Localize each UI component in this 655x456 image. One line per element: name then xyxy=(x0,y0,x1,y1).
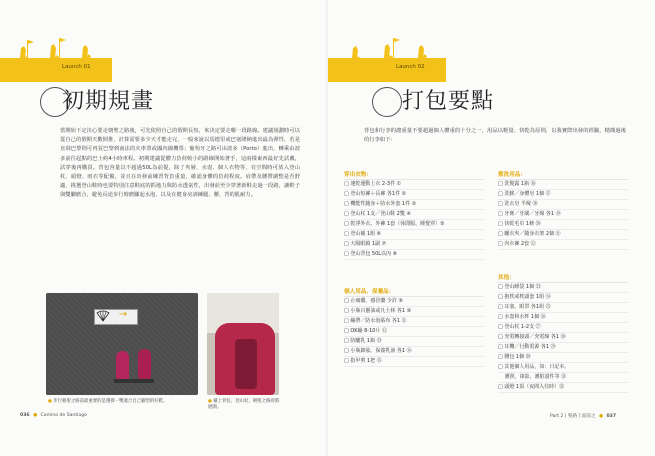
list-item: □ 牙膏／牙刷／牙線 各1 ⑲ xyxy=(498,210,628,220)
right-page xyxy=(328,0,655,456)
page-footer xyxy=(20,413,87,418)
list-item: □ 指甲剪 1把 ⑮ xyxy=(344,357,484,367)
list-box xyxy=(498,179,628,250)
left-page xyxy=(0,0,327,456)
list-box xyxy=(344,179,484,260)
list-heading: 盥洗用品： xyxy=(498,172,526,178)
list-item: □ 大陽眼鏡 1副 ⑦ xyxy=(344,240,484,250)
caption-backpack xyxy=(208,399,280,411)
checklist-other xyxy=(498,273,628,393)
page-number: 037 xyxy=(606,414,617,419)
list-item: □ 小瓶卸妝、保養乳液 各1 ⑭ xyxy=(344,347,484,357)
list-box xyxy=(498,282,628,393)
page-number: 036 xyxy=(20,413,30,418)
list-item: □ 登山杖 1支／登山鞋 2雙 ④ xyxy=(344,210,484,220)
list-item: □ 止痛藥、感冒藥 少許 ⑨ xyxy=(344,297,484,307)
list-heading: 個人用品、保養品： xyxy=(344,289,395,295)
list-item: □ 頭燈 1頂（夜間入住時）㉜ xyxy=(498,383,628,393)
list-item: 護照、祿影、護駐證件等 ㉛ xyxy=(498,373,628,383)
list-item: □ 水壺和水杯 1個 ㉖ xyxy=(498,313,628,323)
list-item: □ 速乾運動上衣 2-3件 ① xyxy=(344,180,484,190)
section-tag: Launch 01 xyxy=(62,64,91,70)
checklist-personal-care xyxy=(344,287,484,367)
list-item: □ 充電轉接頭／充電線 各1 ㉘ xyxy=(498,333,628,343)
list-item: □ 曬衣夾／隨身衣架 2個 ㉑ xyxy=(498,230,628,240)
backpack-strap xyxy=(235,339,257,389)
list-item: □ 機能性隨身＋防水外套 1件 ③ xyxy=(344,200,484,210)
list-item: □ 登山襪 1組 ⑥ xyxy=(344,230,484,240)
pilgrim-riders-icon xyxy=(336,36,454,78)
list-item: □ 耳塞、眼罩 各1組 ㉕ xyxy=(498,303,628,313)
list-item: □ 快乾毛巾 1條 ⑳ xyxy=(498,220,628,230)
list-item: □ 乾淨外衣、外褲 1套（休閒服、睡覺穿）⑤ xyxy=(344,220,484,230)
caption-shoes-text: 步行朝聖之路前最重要的是選擇一雙適合自己腳型的好鞋。 xyxy=(53,399,168,404)
title-circle-icon xyxy=(372,87,402,117)
list-item: □ 其他個人用品，如：日記本、 xyxy=(498,363,628,373)
list-box xyxy=(344,296,484,367)
caption-shoes xyxy=(48,399,198,405)
hiking-shoes-photo xyxy=(46,293,198,395)
body-paragraph: 當開始下定決心要走朝聖之路後，可先依照自己的假期長短，來決定要走哪一段路線。建議規劃時可以從自己的假期天數倒推，計算需要多少天才能走完，一般來說以馬德里或巴塞隆納進出最為彈性，若是直飛巴黎則可再買巴黎到南法的火車票或國內線機票；葡萄牙之路可由波多（Porto）進出，轉乘由波多前往起點的巴士約4小時車程。初期建議從體力負荷較小的路線開始著手，這兩樣東西最好先試戴，試穿後再購買。背包容量以不超過50L為前提，除了夾層、水壺、個人衣物等，有空間時可放入登山杖、頭燈、雨衣等配備，並且在出發前練習背負重量，確認身體的負荷程度。肩帶及腰帶調整是否舒適，挑選登山鞋時也要特別注意鞋底的抓地力與防水透氣性，出發前至少穿著新鞋走過一段路，讓鞋子與雙腳磨合，避免長途步行時磨腳起水泡，以及在健身房訓練腿、腰、背的肌耐力。 xyxy=(60,128,300,199)
list-item: □ 登山睡袋 1個 ㉓ xyxy=(498,283,628,293)
footer-dot-icon: ● xyxy=(598,414,603,419)
pilgrim-riders-icon xyxy=(4,36,122,78)
checklist-toiletries xyxy=(498,170,628,250)
page-title: 初期規畫 xyxy=(62,89,155,114)
list-heading: 其他： xyxy=(498,275,515,281)
scallop-shell-icon xyxy=(96,310,110,322)
list-item: □ 洗臉／身體皂 1個 ⑰ xyxy=(498,190,628,200)
arrow-sign-label: → xyxy=(118,309,128,320)
part-title: Part 2 | 聖路上面前之 xyxy=(550,414,596,419)
right-shoe xyxy=(138,349,151,381)
list-item: □ 繃帶／防水泡貼布 各1 ⑪ xyxy=(344,317,484,327)
shoe-soles xyxy=(114,379,154,383)
page-title: 打包要點 xyxy=(402,89,495,114)
list-item: □ 登山杖 1-2支 ㉗ xyxy=(498,323,628,333)
caption-backpack-text: 戴上背包、登山杖，朝聖之路即將展開。 xyxy=(208,399,280,410)
list-item: □ 抱枕或枕頭套 1組 ㉔ xyxy=(498,293,628,303)
list-item: □ 登山短褲＋長褲 各1件 ② xyxy=(344,190,484,200)
list-item: □ 內衣褲 2套 ㉒ xyxy=(498,240,628,250)
page-footer xyxy=(550,413,616,419)
backpack-photo xyxy=(207,293,279,395)
list-item: □ 小瓶百靈油或凡士林 各1 ⑩ xyxy=(344,307,484,317)
caption-marker-icon: ● xyxy=(48,399,52,404)
book-title: Camino de Santiago xyxy=(40,413,87,418)
intro-paragraph: 背包和行李的總重量不要超過個人體重的十分之一，用品以輕量、快乾為原則，以我實際出發的經驗，精簡過後的行李如下： xyxy=(364,128,626,144)
checklist-worn-clothing xyxy=(344,170,484,260)
list-item: □ 耳機／行動電源 各1 ㉙ xyxy=(498,343,628,353)
list-item: □ 登山背包 50L以內 ⑧ xyxy=(344,250,484,260)
list-item: □ 腰包 1個 ㉚ xyxy=(498,353,628,363)
list-item: □ 洗衣皂 半塊 ⑱ xyxy=(498,200,628,210)
footer-dot-icon: ● xyxy=(33,413,38,418)
list-item: □ OK繃 8-10片 ⑫ xyxy=(344,327,484,337)
caption-marker-icon: ● xyxy=(208,399,212,404)
list-item: □ 洗髮露 1瓶 ⑯ xyxy=(498,180,628,190)
section-tag: Launch 02 xyxy=(396,64,425,70)
list-heading: 穿出衣物： xyxy=(344,172,372,178)
list-item: □ 防曬乳 1瓶 ⑬ xyxy=(344,337,484,347)
